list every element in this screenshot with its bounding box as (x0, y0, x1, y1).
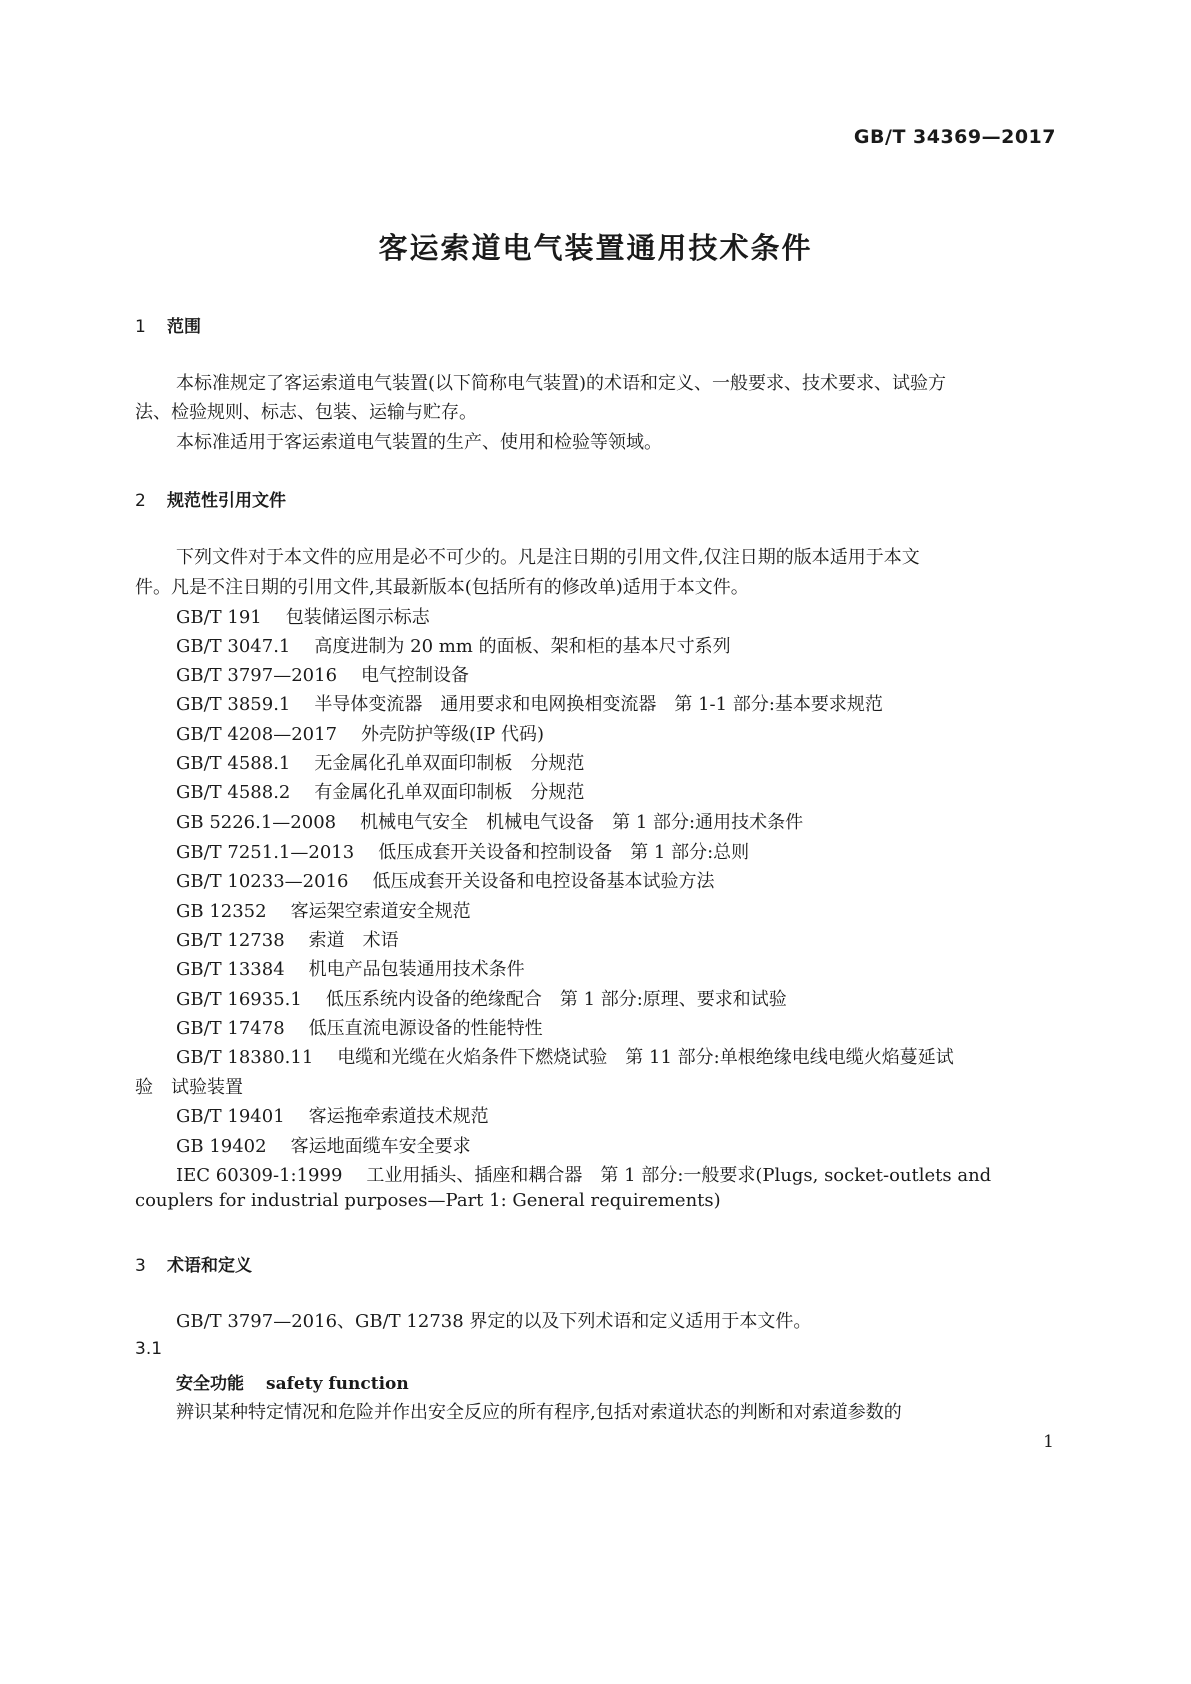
section-number: 2 (135, 491, 146, 511)
references-intro-line2: 件。凡是不注日期的引用文件,其最新版本(包括所有的修改单)适用于本文件。 (135, 577, 749, 598)
reference-item: GB/T 18380.11 电缆和光缆在火焰条件下燃烧试验 第 11 部分:单根绝缘电线电缆火焰蔓延试 (176, 1047, 954, 1068)
term-chinese: 安全功能 (176, 1374, 244, 1394)
reference-item: GB/T 4588.1 无金属化孔单双面印制板 分规范 (176, 753, 585, 774)
section-title: 范围 (167, 317, 201, 337)
reference-item: GB/T 12738 索道 术语 (176, 930, 399, 951)
reference-item: GB/T 7251.1—2013 低压成套开关设备和控制设备 第 1 部分:总则 (176, 842, 750, 863)
reference-item: GB/T 191 包装储运图示标志 (176, 607, 430, 628)
reference-item: GB/T 3047.1 高度进制为 20 mm 的面板、架和柜的基本尺寸系列 (176, 636, 731, 657)
reference-item: IEC 60309-1:1999 工业用插头、插座和耦合器 第 1 部分:一般要求(Plugs, socket-outlets and (176, 1165, 992, 1186)
section-heading-3 (135, 1251, 252, 1276)
reference-item: GB 12352 客运架空索道安全规范 (176, 901, 471, 922)
terms-intro: GB/T 3797—2016、GB/T 12738 界定的以及下列术语和定义适用于本文件。 (176, 1311, 812, 1332)
reference-item-continuation: couplers for industrial purposes—Part 1: General requirements) (135, 1190, 721, 1211)
page-number: 1 (1043, 1432, 1054, 1452)
reference-item: GB/T 4208—2017 外壳防护等级(IP 代码) (176, 724, 545, 745)
term-number: 3.1 (135, 1339, 163, 1359)
reference-item: GB/T 19401 客运拖牵索道技术规范 (176, 1106, 489, 1127)
section-heading-1 (135, 312, 201, 337)
section-heading-2 (135, 486, 286, 511)
reference-item: GB/T 4588.2 有金属化孔单双面印制板 分规范 (176, 782, 585, 803)
term-english: safety function (266, 1374, 409, 1394)
reference-item: GB/T 13384 机电产品包装通用技术条件 (176, 959, 525, 980)
term-title (176, 1369, 409, 1394)
term-definition: 辨识某种特定情况和危险并作出安全反应的所有程序,包括对索道状态的判断和对索道参数的 (176, 1402, 902, 1423)
reference-item: GB 19402 客运地面缆车安全要求 (176, 1136, 471, 1157)
reference-item: GB/T 16935.1 低压系统内设备的绝缘配合 第 1 部分:原理、要求和试验 (176, 989, 787, 1010)
reference-item: GB/T 3859.1 半导体变流器 通用要求和电网换相变流器 第 1-1 部分:基本要求规范 (176, 694, 883, 715)
references-intro-line1: 下列文件对于本文件的应用是必不可少的。凡是注日期的引用文件,仅注日期的版本适用于本文 (176, 547, 920, 568)
document-title: 客运索道电气装置通用技术条件 (378, 231, 813, 265)
section-number: 1 (135, 317, 146, 337)
scope-paragraph-2: 本标准适用于客运索道电气装置的生产、使用和检验等领域。 (176, 432, 662, 453)
scope-paragraph-line2: 法、检验规则、标志、包装、运输与贮存。 (135, 402, 477, 423)
section-title: 术语和定义 (167, 1256, 252, 1276)
reference-item-continuation: 验 试验装置 (135, 1077, 243, 1098)
reference-item: GB 5226.1—2008 机械电气安全 机械电气设备 第 1 部分:通用技术条件 (176, 812, 804, 833)
reference-item: GB/T 17478 低压直流电源设备的性能特性 (176, 1018, 543, 1039)
standard-code: GB/T 34369—2017 (853, 126, 1056, 148)
reference-item: GB/T 3797—2016 电气控制设备 (176, 665, 470, 686)
reference-item: GB/T 10233—2016 低压成套开关设备和电控设备基本试验方法 (176, 871, 715, 892)
section-number: 3 (135, 1256, 146, 1276)
section-title: 规范性引用文件 (167, 491, 286, 511)
scope-paragraph-line1: 本标准规定了客运索道电气装置(以下简称电气装置)的术语和定义、一般要求、技术要求、试验方 (176, 373, 947, 394)
